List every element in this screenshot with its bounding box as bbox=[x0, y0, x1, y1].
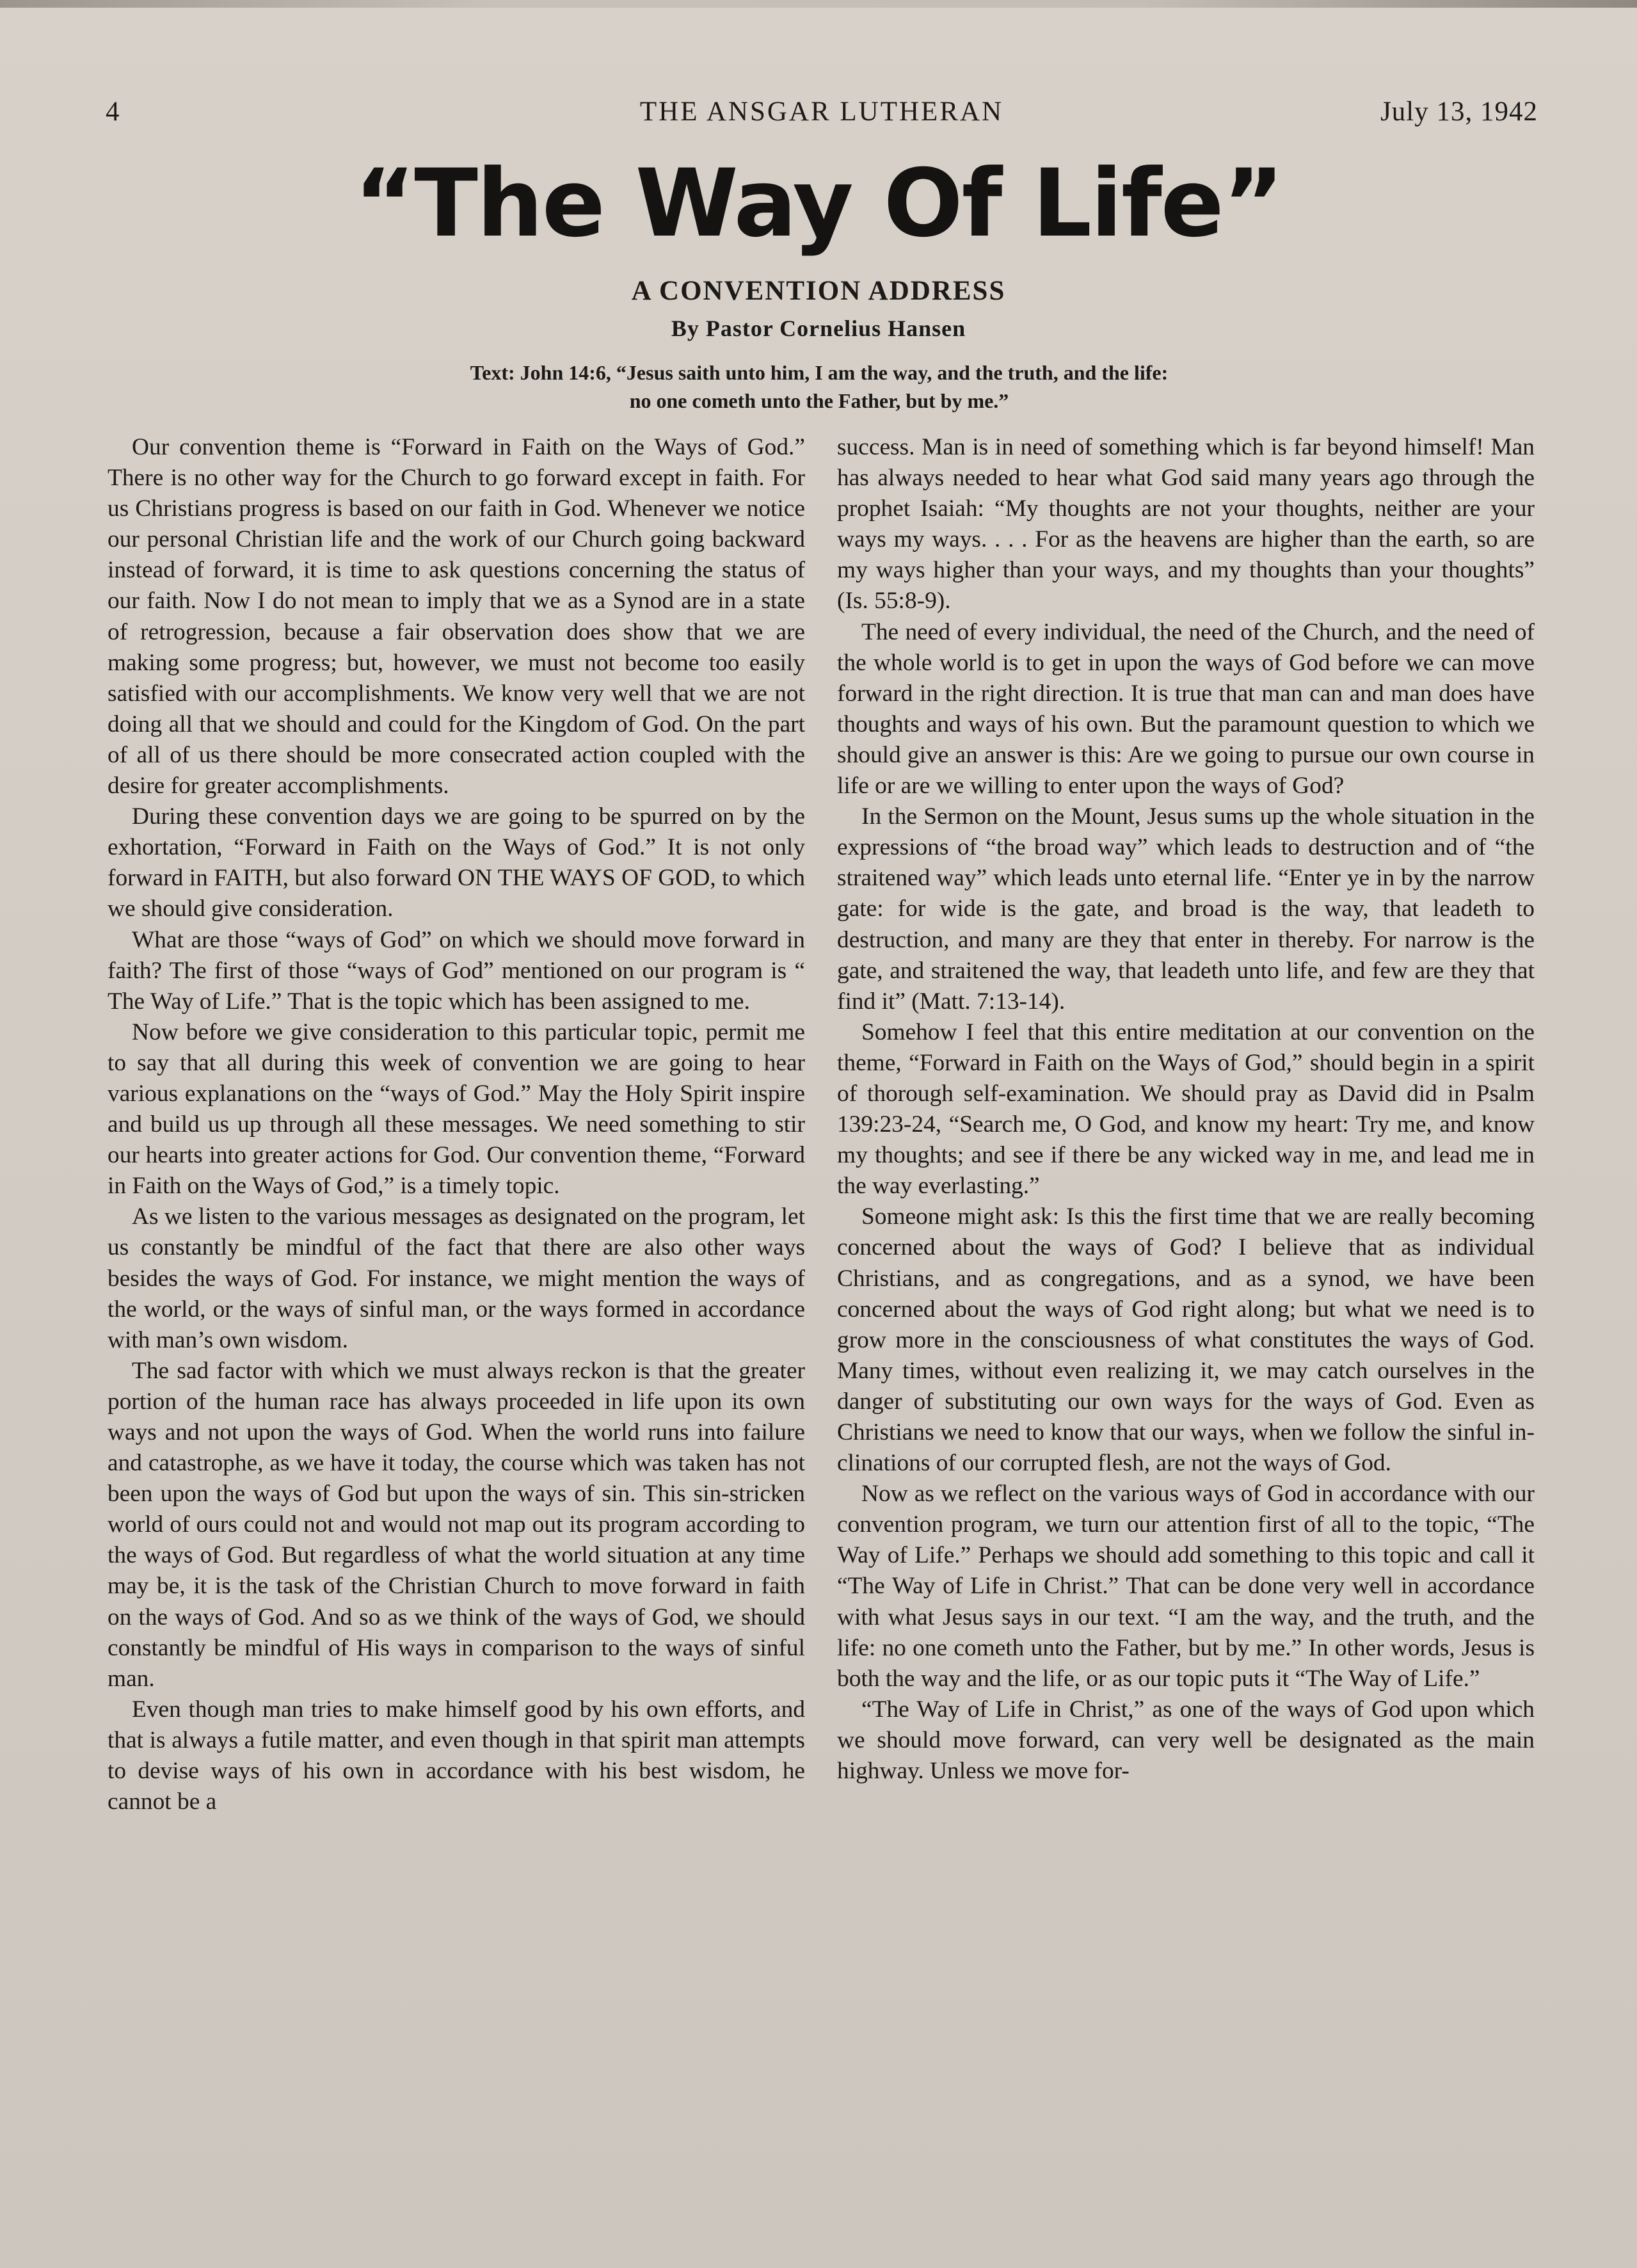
left-column bbox=[108, 432, 805, 1817]
right-column bbox=[837, 432, 1535, 1787]
page-number: 4 bbox=[106, 97, 120, 127]
paragraph: Now as we reflect on the various ways of God in accordance with our convention program, we turn our attention first of all to the topic, “The Way of Life.” Perhaps we should add something to this topic and call it “The Way of Life in Christ.” That can be done very well in accordance with what Jesus says in our text. “I am the way, and the truth, and the life: no one cometh unto the Father, but by me.” In other words, Jesus is both the way and the life, or as our topic puts it “The Way of Life.” bbox=[837, 1481, 1535, 1692]
paragraph: Our convention theme is “Forward in Faith on the Ways of God.” There is no other way for the Church to go forward except in faith. For us Christians progress is based on our faith in God. Whenever we notice our personal Christian life and the work of our Church going backward instead of forward, it is time to ask questions concerning the status of our faith. Now I do not mean to imply that we as a Synod are in a state of retrogression, because a fair observation does show that we are making some progress; but, however, we must not become too easily satisfied with our accomplishments. We know very well that we are not doing all that we should and could for the Kingdom of God. On the part of all of us there should be more consecrated action coupled with the desire for greater accomplishments. bbox=[108, 434, 805, 800]
paragraph: In the Sermon on the Mount, Jesus sums up the whole situation in the expressions of “the broad way” which leads to destruction and of “the straitened way” which leads unto eternal life. “Enter ye in by the narrow gate: for wide is the gate, and broad is the way, that leadeth to destruction, and many are they that enter in thereby. For narrow is the gate, and straitened the way, that leadeth unto life, and few are they that find it” (Matt. 7:13-14). bbox=[837, 803, 1535, 1015]
page-edge bbox=[0, 0, 1637, 8]
scripture-line: Text: John 14:6, “Jesus saith unto him, I am the way, and the truth, and the life: bbox=[470, 361, 1169, 384]
paragraph: Somehow I feel that this entire meditation at our convention on the theme, “Forward in Faith on the Ways of God,” should begin in a spirit of thorough self-examination. We should pray as David did in Psalm 139:23-24, “Search me, O God, and know my heart: Try me, and know my thoughts; and see if there be any wicked way in me, and lead me in the way everlasting.” bbox=[837, 1018, 1535, 1200]
paragraph: The sad factor with which we must always reckon is that the greater portion of the human race has always proceeded in life upon its own ways and not upon the ways of God. When the world runs into failure and catastrophe, as we have it today, the course which was taken has not been upon the ways of God but upon the ways of sin. This sin-stricken world of ours could not and would not map out its program according to the ways of God. But regardless of what the world situation at any time may be, it is the task of the Christian Church to move forward in faith on the ways of God. And so as we think of the ways of God, we should constantly be mindful of His ways in comparison to the ways of sinful man. bbox=[108, 1357, 805, 1692]
paragraph: What are those “ways of God” on which we should move forward in faith? The first of those “ways of God” mentioned on our program is “ The Way of Life.” That is the topic which has been assigned to me. bbox=[108, 926, 805, 1015]
paragraph: During these convention days we are going to be spurred on by the exhortation, “Forward in Faith on the Ways of God.” It is not only forward in FAITH, but also forward ON THE WAYS OF GOD, to which we should give consideration. bbox=[108, 803, 805, 922]
paragraph: Even though man tries to make himself good by his own efforts, and that is always a futile matter, and even though in that spirit man attempts to devise ways of his own in accordance with his best wisdom, he cannot be a bbox=[108, 1696, 805, 1815]
paragraph: Now before we give consideration to this particular topic, permit me to say that all during this week of convention we are going to hear various explanations on the “ways of God.” May the Holy Spirit inspire and build us up through all these messages. We need something to stir our hearts into greater actions for God. Our convention theme, “Forward in Faith on the Ways of God,” is a timely topic. bbox=[108, 1018, 805, 1200]
scripture-text bbox=[192, 358, 1446, 415]
journal-name: THE ANSGAR LUTHERAN bbox=[639, 97, 1004, 127]
issue-date: July 13, 1942 bbox=[1380, 97, 1538, 127]
article-subtitle: A CONVENTION ADDRESS bbox=[631, 276, 1006, 306]
running-head bbox=[106, 96, 1538, 141]
paragraph: The need of every individual, the need of the Church, and the need of the whole world is to get in upon the ways of God before we can move forward in the right direction. It is true that man can and man does have thoughts and ways of his own. But the paramount question to which we should give an answer is this: Are we going to pursue our own course in life or are we willing to enter upon the ways of God? bbox=[837, 618, 1535, 800]
article-title: “The Way Of Life” bbox=[354, 149, 1283, 258]
scripture-line: no one cometh unto the Father, but by me.” bbox=[629, 389, 1009, 412]
paragraph: As we listen to the various messages as designated on the program, let us constantly be mindful of the fact that there are also other ways besides the ways of God. For instance, we might mention the ways of the world, or the ways of sinful man, or the ways formed in accordance with man’s own wisdom. bbox=[108, 1203, 805, 1353]
article-byline: By Pastor Cornelius Hansen bbox=[671, 316, 966, 341]
paragraph-continued: success. Man is in need of something which is far beyond himself! Man has always needed to hear what God said many years ago through the prophet Isaiah: “My thoughts are not your thoughts, neither are your ways my ways. . . . For as the heavens are higher than the earth, so are my ways higher than your ways, and my thoughts than your thoughts” (Is. 55:8-9). bbox=[837, 434, 1535, 615]
paragraph: “The Way of Life in Christ,” as one of the ways of God upon which we should move forward, can very well be designated as the main highway. Unless we move for- bbox=[837, 1696, 1535, 1785]
paragraph: Someone might ask: Is this the first time that we are really becoming concerned about the ways of God? I believe that as individual Christians, and as congregations, and as a synod, we have been concerned about the ways of God right along; but what we need is to grow more in the consciousness of what constitutes the ways of God. Many times, without even realizing it, we may catch ourselves in the danger of substituting our own ways for the ways of God. Even as Christians we need to know that our ways, when we follow the sinful inclinations of our corrupted flesh, are not the ways of God. bbox=[837, 1203, 1535, 1477]
